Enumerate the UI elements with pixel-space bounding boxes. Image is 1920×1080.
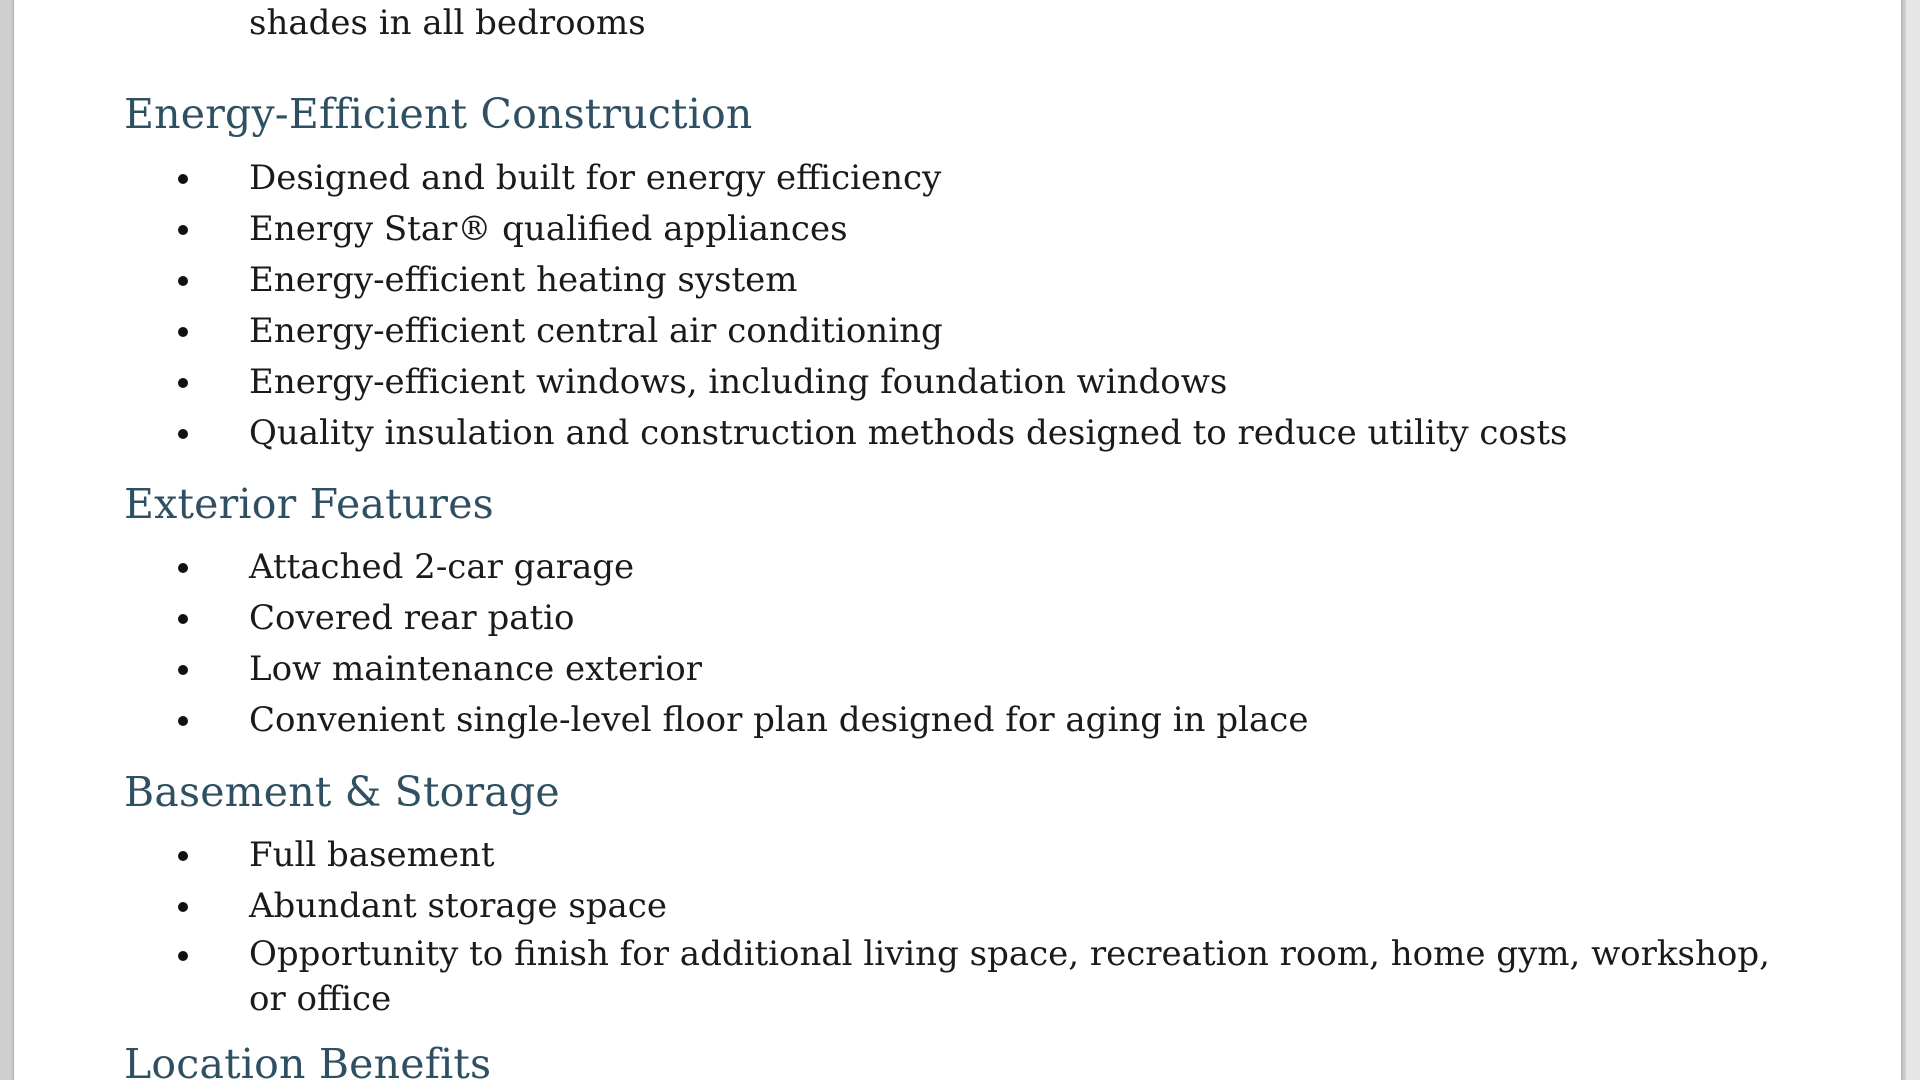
bullet-icon	[178, 225, 188, 235]
list-item	[124, 644, 1804, 695]
section-heading-energy: Energy-Efficient Construction	[124, 90, 753, 138]
list-item-text: Low maintenance exterior	[249, 649, 702, 689]
vertical-scrollbar[interactable]	[1906, 0, 1920, 1080]
list-energy	[124, 153, 1804, 459]
list-item-text: Covered rear patio	[249, 598, 575, 638]
list-item-text: Energy-efficient central air conditioning	[249, 311, 943, 351]
bullet-icon	[178, 614, 188, 624]
bullet-icon	[178, 378, 188, 388]
list-item	[124, 357, 1804, 408]
list-item-text: Attached 2-car garage	[249, 547, 635, 587]
list-item-text: Energy-efficient heating system	[249, 260, 798, 300]
list-item	[124, 306, 1804, 357]
list-item-text: Full basement	[249, 835, 495, 875]
bullet-icon	[178, 951, 188, 961]
list-item-text: Quality insulation and construction methods designed to reduce utility costs	[249, 413, 1568, 453]
list-item	[124, 830, 1804, 881]
bullet-icon	[178, 429, 188, 439]
list-previous-section	[124, 0, 1804, 52]
list-basement	[124, 830, 1804, 1028]
bullet-icon	[178, 276, 188, 286]
section-heading-exterior: Exterior Features	[124, 480, 494, 528]
list-item	[124, 408, 1804, 459]
list-item-text: Energy-efficient windows, including foundation windows	[249, 362, 1228, 402]
bullet-icon	[178, 327, 188, 337]
section-heading-location: Location Benefits	[124, 1040, 492, 1080]
list-item	[124, 593, 1804, 644]
list-item	[124, 881, 1804, 932]
list-item-text: shades in all bedrooms	[249, 3, 646, 43]
bullet-icon	[178, 174, 188, 184]
list-exterior	[124, 542, 1804, 746]
section-heading-basement: Basement & Storage	[124, 768, 560, 816]
list-item	[124, 153, 1804, 204]
list-item-text: Abundant storage space	[249, 886, 667, 926]
list-item-text: Designed and built for energy efficiency	[249, 158, 942, 198]
list-item-text: Energy Star® qualified appliances	[249, 209, 848, 249]
list-item	[124, 255, 1804, 306]
bullet-icon	[178, 563, 188, 573]
document-page	[14, 0, 1901, 1080]
list-item	[124, 932, 1804, 1028]
list-item-text: Opportunity to finish for additional living space, recreation room, home gym, workshop, or office	[249, 934, 1770, 1019]
bullet-icon	[178, 665, 188, 675]
list-item	[124, 542, 1804, 593]
list-item	[124, 695, 1804, 746]
bullet-icon	[178, 902, 188, 912]
bullet-icon	[178, 716, 188, 726]
list-item	[124, 204, 1804, 255]
list-item	[124, 0, 1804, 52]
list-item-text: Convenient single-level floor plan designed for aging in place	[249, 700, 1309, 740]
bullet-icon	[178, 851, 188, 861]
